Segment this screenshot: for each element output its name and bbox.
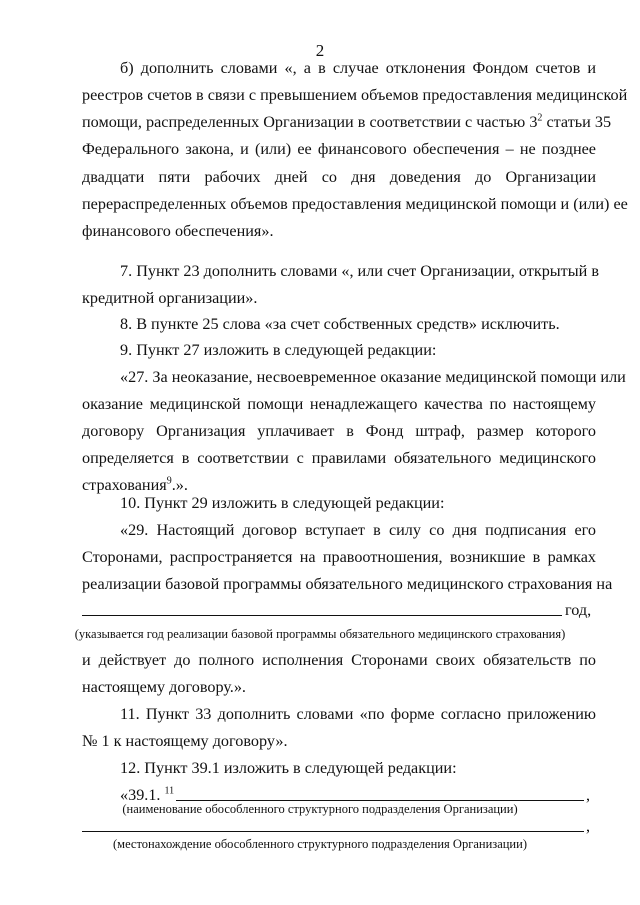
item10-quote-line-1: «29. Настоящий договор вступает в силу со дня подписания его <box>120 521 596 539</box>
superscript: 9 <box>166 475 172 487</box>
item9-quote-line-1: «27. За неоказание, несвоевременное оказание медицинской помощи или <box>120 368 626 386</box>
superscript: 2 <box>537 112 543 124</box>
item10-quote-line-3: реализации базовой программы обязательного медицинского страхования на <box>82 575 613 593</box>
year-word: год, <box>565 601 592 619</box>
item12: 12. Пункт 39.1 изложить в следующей редакции: <box>120 759 457 777</box>
year-blank-line <box>82 615 562 616</box>
caption-unit-name: (наименование обособленного структурного подразделения Организации) <box>122 802 518 816</box>
year-caption: (указывается год реализации базовой программы обязательного медицинского страхования) <box>74 627 566 641</box>
para-b-line-2: реестров счетов в связи с превышением объемов предоставления медицинской <box>82 86 628 104</box>
item9-quote-line-4: определяется в соответствии с правилами обязательного медицинского <box>82 449 596 467</box>
para-b-line-7: финансового обеспечения». <box>82 222 274 240</box>
para-b-line-3: помощи, распределенных Организации в соответствии с частью $3^2$ статьи 35 <box>82 112 612 131</box>
item9: 9. Пункт 27 изложить в следующей редакции: <box>120 341 437 359</box>
item9-quote-line-5: страхования$^9$.». <box>82 475 188 494</box>
caption-unit-location: (местонахождение обособленного структурного подразделения Организации) <box>113 837 527 851</box>
para-b-line-1: б) дополнить словами «, а в случае отклонения Фондом счетов и <box>120 59 596 77</box>
item10-quote-line-2: Сторонами, распространяется на правоотношения, возникшие в рамках <box>82 548 596 566</box>
para-b-line-5: двадцати пяти рабочих дней со дня доведения до Организации <box>82 168 596 186</box>
superscript: 11 <box>164 785 175 797</box>
page-number: 2 <box>315 41 325 60</box>
item11-line-2: № 1 к настоящему договору». <box>82 732 288 750</box>
item9-quote-line-2: оказание медицинской помощи ненадлежащего качества по настоящему <box>82 395 596 413</box>
unit-location-blank-line <box>82 831 584 832</box>
item7-line-2: кредитной организации». <box>82 289 258 307</box>
item10-end-line-1: и действует до полного исполнения Сторонами своих обязательств по <box>82 651 596 669</box>
item11-line-1: 11. Пункт 33 дополнить словами «по форме согласно приложению <box>120 705 596 723</box>
para-b-line-6: перераспределенных объемов предоставления медицинской помощи и (или) ее <box>82 195 628 213</box>
item12-start: «39.1. $^{11}$ <box>120 785 175 804</box>
comma-2: , <box>586 817 591 835</box>
item10: 10. Пункт 29 изложить в следующей редакции: <box>120 494 445 512</box>
comma-1: , <box>586 786 591 804</box>
item10-end-line-2: настоящему договору.». <box>82 678 246 696</box>
item7-line-1: 7. Пункт 23 дополнить словами «, или счет Организации, открытый в <box>120 262 599 280</box>
para-b-line-4: Федерального закона, и (или) ее финансового обеспечения – не позднее <box>82 140 596 158</box>
item9-quote-line-3: договору Организация уплачивает в Фонд штраф, размер которого <box>82 422 596 440</box>
item8: 8. В пункте 25 слова «за счет собственных средств» исключить. <box>120 315 560 333</box>
